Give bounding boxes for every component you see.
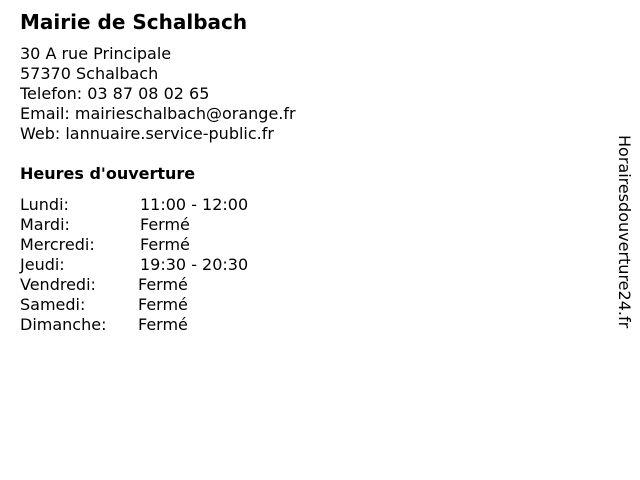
day-label: Samedi: [20, 295, 86, 314]
day-hours: Fermé [138, 315, 188, 334]
day-hours: Fermé [140, 215, 190, 234]
day-hours: 19:30 - 20:30 [140, 255, 249, 274]
opening-hours-heading: Heures d'ouverture [20, 164, 196, 183]
day-label: Lundi: [20, 195, 69, 214]
phone-line: Telefon: 03 87 08 02 65 [20, 84, 210, 103]
day-label: Jeudi: [20, 255, 65, 274]
day-label: Dimanche: [20, 315, 107, 334]
day-hours: Fermé [138, 275, 188, 294]
day-hours: Fermé [138, 295, 188, 314]
page-title: Mairie de Schalbach [20, 10, 248, 34]
watermark-site-name: Horairesdouverture24.fr [615, 135, 634, 329]
day-hours: 11:00 - 12:00 [140, 195, 249, 214]
address-block [20, 44, 296, 144]
email-line: Email: mairieschalbach@orange.fr [20, 104, 296, 123]
street-address: 30 A rue Principale [20, 44, 172, 63]
day-label: Mardi: [20, 215, 70, 234]
day-label: Mercredi: [20, 235, 95, 254]
day-label: Vendredi: [20, 275, 96, 294]
website-line: Web: lannuaire.service-public.fr [20, 124, 274, 143]
day-hours: Fermé [140, 235, 190, 254]
city-postcode: 57370 Schalbach [20, 64, 159, 83]
